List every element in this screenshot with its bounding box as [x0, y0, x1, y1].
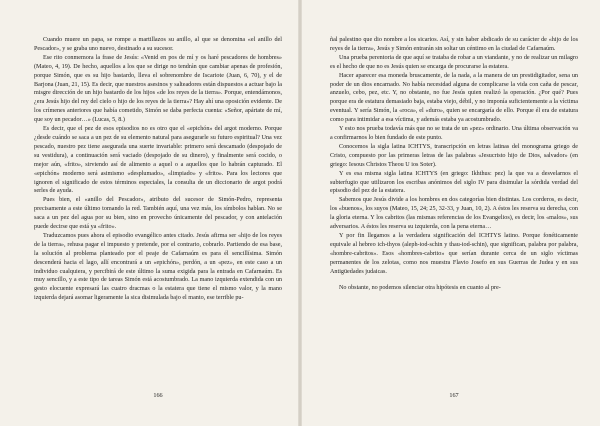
- right-paragraph-9: No obstante, no podemos silenciar otra hipótesis en cuanto al pre-: [339, 285, 501, 292]
- left-page: [34, 36, 282, 382]
- left-page-number: 166: [153, 392, 163, 399]
- right-paragraph-5: Conocemos la sigla latina ICHTYS, transcripción en letras latinas del monograma griego de Cristo, compuesto por las primeras letras de las palabras «Jesucristo hijo de Dios, salvador» (en griego: Iesous Christos Theou U ios Soter).: [330, 143, 578, 168]
- right-paragraph-2: Una prueba perentoria de que aquí se trataba de robar a un viandante, y no de realizar un milagro es el hecho de que no es Jesús quien se encarga de procurarse la estatera.: [330, 54, 578, 70]
- section-gap: [330, 276, 578, 284]
- right-paragraph-7: Sabemos que Jesús divide a los hombres en dos categorías bien distintas. Los corderos, es decir, los «buenos», los suyos (Mateo, 15, 24; 25, 32-33, y Juan, 10, 2). A éstos les reserva su derecha, con la gloria eterna. Y los cabritos (las mismas referencias de los Evangelios), es decir, los «malos», sus adversarios. A éstos les reserva su izquierda, con la pena eterna…: [330, 197, 578, 231]
- right-paragraph-8: Y por fin llegamos a la verdadera significación del ICHTYS latino. Porque fonéticamente equivale al hebreo ich-thyos (aleph-iod-schin y thau-iod-schin), que significan, palabra por palabra, «hombre-cabritos». Esos «hombres-cabrito» que serían durante cerca de un siglo víctimas permanentes de los zelotas, como nos muestra Flavio Josefo en sus Guerras de Judea y en sus Antigüedades judaicas.: [330, 232, 578, 275]
- left-paragraph-3: Es decir, que el pez de esos episodios no es otro que el «epichón» del argot moderno. Porque ¿desde cuándo se saca a un pez de su elemento natural para asegurarle su futuro espiritual? Una vez pescado, nuestro pez tiene asegurada una suerte invariable: primero será descamado (despojado de su vestidura), a continuación será vaciado (despojado de su dinero), y finalmente será cocido, o mejor aún, «frito», sirviendo así de alimento a aquel o a aquellos que lo habrán capturado. El «epichón» moderno será asimismo «desplumado», «limpiado» y «frito». Para los lectores que ignoren el significado de estos términos especiales, la consulta de un diccionario de argot podrá serles de ayuda.: [34, 126, 282, 195]
- right-paragraph-1: ñal palestino que dio nombre a los sicarios. Así, y sin haber abdicado de su carácter de «hijo de los reyes de la tierra», Jesús y Simón entrarán sin soltar un céntimo en la ciudad de Cafarnaúm.: [330, 37, 578, 52]
- right-paragraph-4: Y esto nos prueba todavía más que no se trata de un «pez» ordinario. Una última observación va a confirmarnos lo bien fundado de este punto.: [330, 126, 578, 141]
- left-paragraph-5: Traduzcamos pues ahora el episodio evangélico antes citado. Jesús afirma ser «hijo de los reyes de la tierra», rehusa pagar el impuesto y pretende, por el contrario, cobrarlo. Partiendo de esa base, la solución al problema planteado por el peaje de Cafarnaúm es para él sencillísima. Simón descenderá hacia el lago, allí encontrará a un «epichón», perdón, a un «pez», en este caso a un individuo cualquiera, y percibirá de este último la suma exigida para la entrada en Cafarnaúm. Es muy sencillo, y a este tipo de tareas Simón está acostumbrado. La mano izquierda extendida con un gesto elocuente expresará las cuatro dracmas o la estatera que tiene el mismo valor, y la mano izquierda dejará asomar ligeramente la sica disimulada bajo el manto, ese terrible pu-: [34, 232, 282, 302]
- right-paragraph-6: Y es esa misma sigla latina ICHTYS (en griego: Ikhthus: pez) la que va a desvelarnos el subterfugio que utilizaron los escribas anónimos del siglo IV para disimular la sórdida verdad del episodio del pez de la estatera.: [330, 170, 578, 195]
- left-paragraph-4: Pues bien, el «anillo del Pescador», atributo del sucesor de Simón-Pedro, representa precisamente a este último tomando la red. También aquí, una vez más, los símbolos hablan. No se saca a un pez del agua por su bien, sino en provecho únicamente del pescador, y con antelación puede decirse que está ya «frito».: [34, 197, 282, 231]
- book-gutter: [298, 0, 302, 426]
- left-paragraph-1: Cuando muere un papa, se rompe a martillazos su anillo, al que se denomina «el anillo del Pescador», y se graba uno nuevo, destinado a su sucesor.: [34, 37, 282, 52]
- right-paragraph-3: Hacer aparecer esa moneda bruscamente, de la nada, a la manera de un prestidigitador, sena un poder de un dios encarnado. No había necesidad alguna de complicarse la vida con caña de pescar, anzuelo, cebo, pez, etc. Y, no obstante, no fue Jesús quien realizó la operación. ¿Por qué? Pues porque era de estatura demasiado baja, estaba viejo, débil, y no imponía suficientemente a la víctima eventual. Y sería Simón, la «roca», el «duro», quien se encargaría de ello. Porque él era de estatura como para intimidar a esa víctima, y además estaba ya acostumbrado.: [330, 72, 578, 124]
- left-paragraph-2: Ese rito conmemora la frase de Jesús: «Venid en pos de mí y os haré pescadores de hombres» (Mateo, 4, 19). De hecho, aquellos a los que se dirige no tendrán que cambiar apenas de profesión, porque Simón, que es su hijo bastardo, lleva el sobrenombre de Iscariote (Juan, 6, 70), y el de Barjona (Juan, 21, 15). Es decir, que nuestros asesinos y salteadores están dispuestos a actuar bajo la misgre dirección de un hijo bastardo de los hijos «de los reyes de la tierra». Porque, entendámonos, ¿era Jesús hijo del rey del cielo o hijo de los reyes de la tierra»? Hay ahí una oposición evidente. De los crímenes anteriores que había cometido, Simón se daba perfecta cuenta: «Señor, apártate de mí, que soy un pecador…» (Lucas, 5, 8.): [34, 54, 282, 124]
- right-page-number: 167: [449, 392, 459, 399]
- right-page: [330, 36, 578, 382]
